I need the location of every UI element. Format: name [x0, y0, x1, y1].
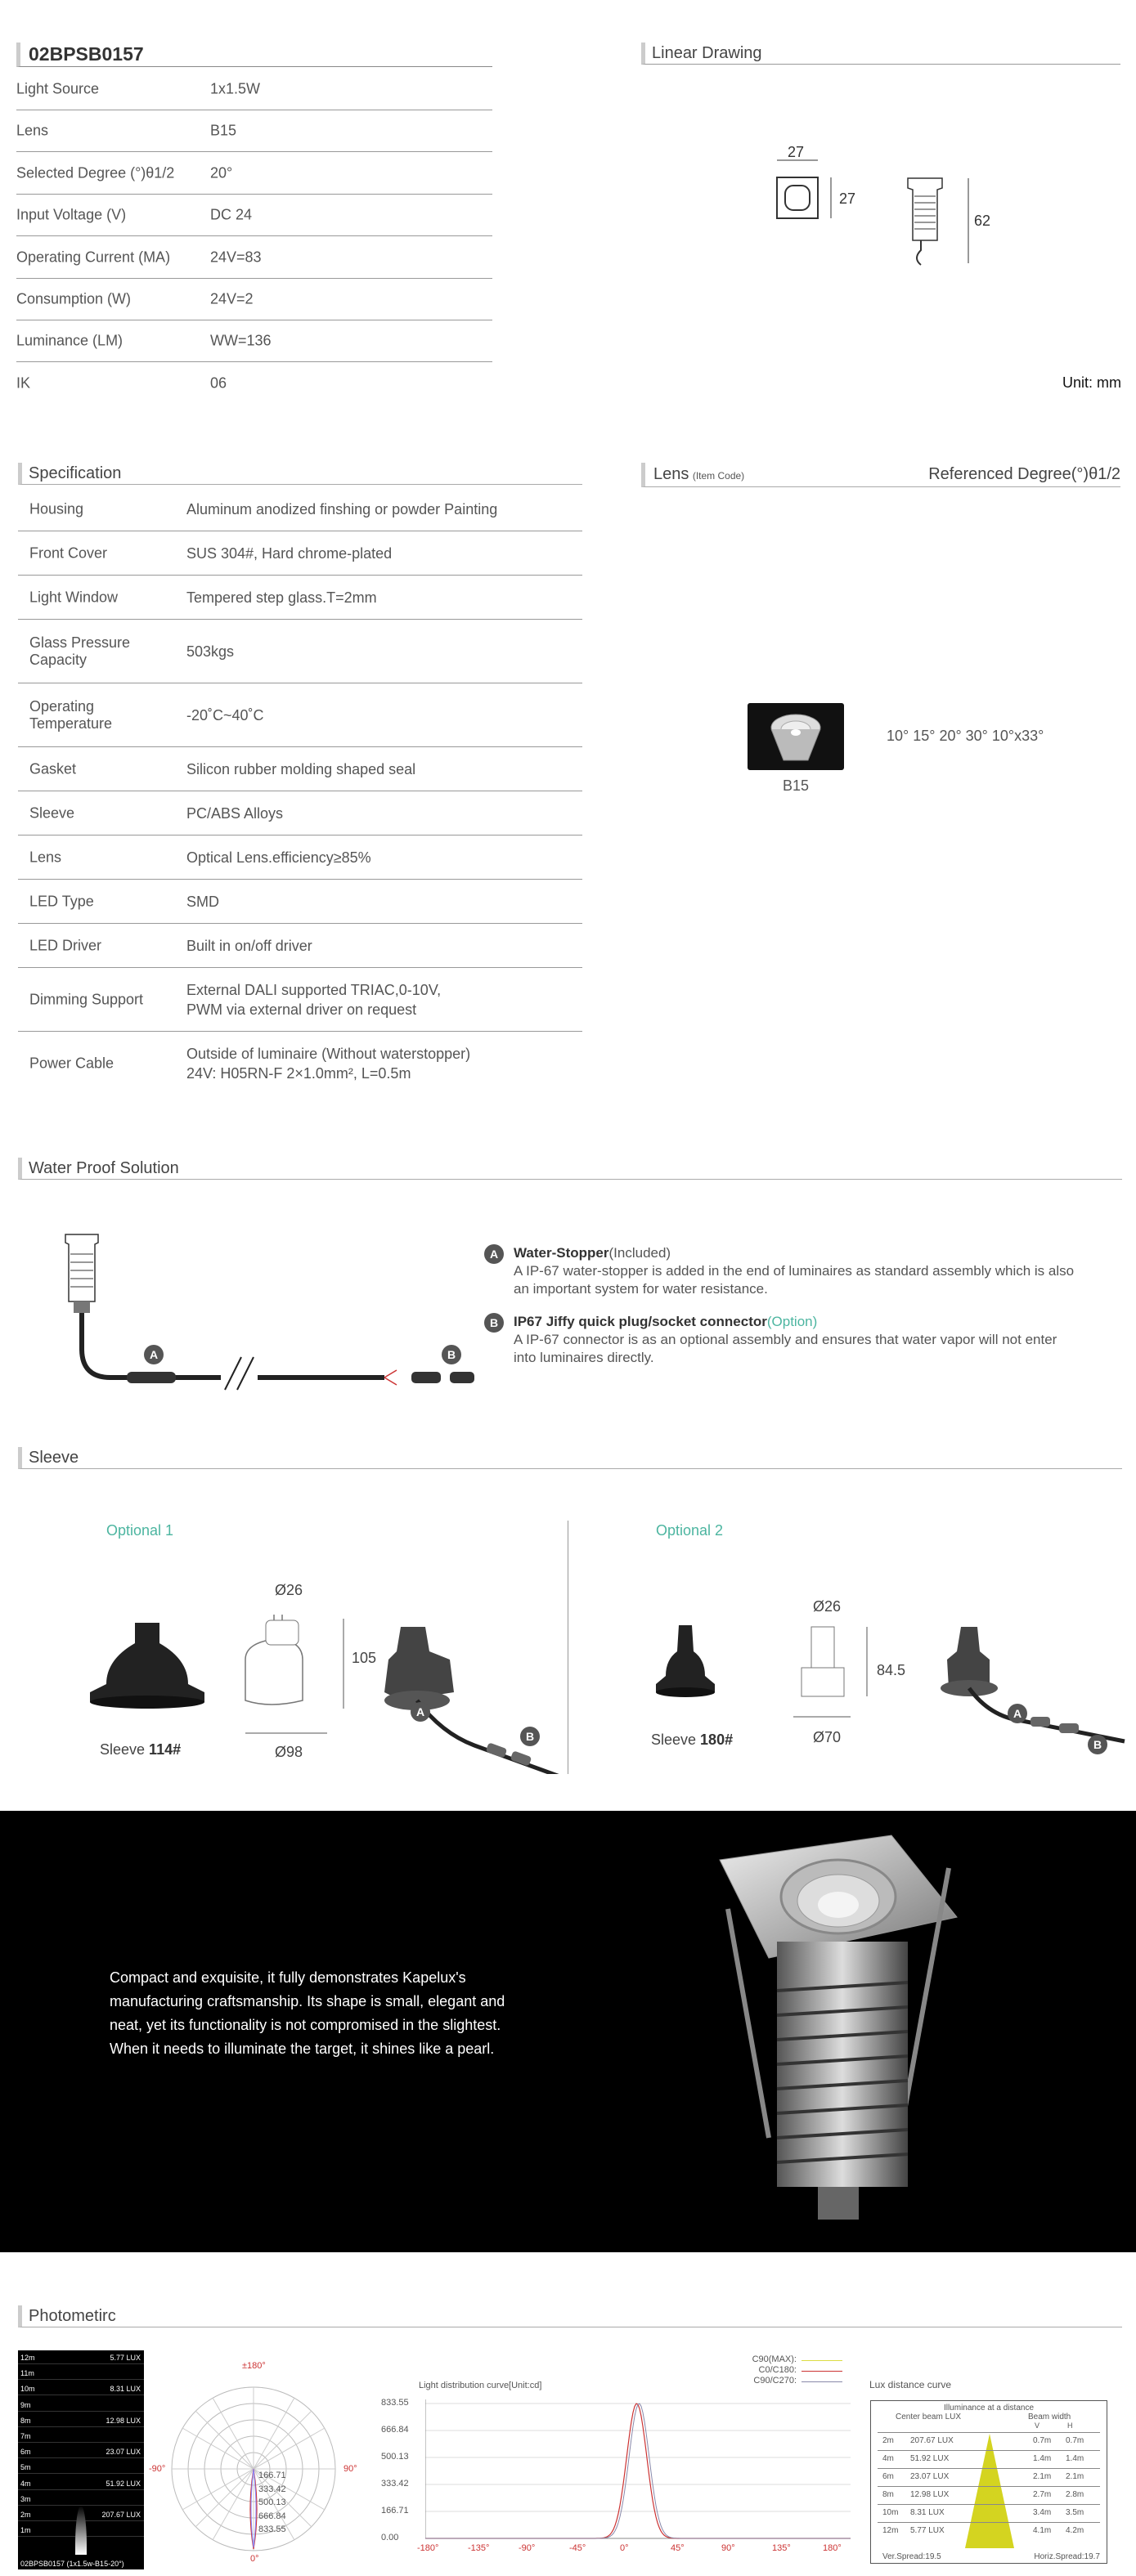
water-diagram — [49, 1226, 474, 1406]
lens-degrees: 10° 15° 20° 30° 10°x33° — [887, 728, 1044, 744]
lux-table-title: Illuminance at a distance — [943, 2404, 1035, 2412]
water-badge-b: B — [484, 1313, 504, 1333]
water-badge-b-diagram: B — [442, 1345, 461, 1364]
product-row-value: 24V=2 — [210, 290, 254, 307]
sleeve-opt1-badge-b: B — [520, 1727, 540, 1746]
product-row-value: DC 24 — [210, 206, 253, 223]
curve-y-tick: 833.55 — [381, 2398, 409, 2408]
water-item-a — [484, 1244, 1081, 1298]
spec-row — [18, 791, 582, 836]
linear-drawing-title: Linear Drawing — [641, 43, 1120, 65]
lens-ref-degree: Referenced Degree(°)θ1/2 — [928, 465, 1120, 483]
product-row-label: Operating Current (MA) — [16, 249, 171, 266]
beam-grid-line — [18, 2426, 144, 2427]
curve-y-tick: 333.42 — [381, 2479, 409, 2489]
sleeve-opt1-bottom: Ø98 — [275, 1744, 303, 1760]
curve-x-tick: -90° — [519, 2543, 536, 2553]
product-row-label: Luminance (LM) — [16, 332, 123, 349]
water-title: Water Proof Solution — [18, 1158, 1122, 1180]
water-a-title: Water-Stopper — [514, 1245, 609, 1261]
lux-row-lux: 23.07 LUX — [910, 2472, 950, 2481]
polar-ring-label: 333.42 — [258, 2484, 286, 2494]
product-row-value: 06 — [210, 374, 227, 392]
spec-row-label: LED Driver — [29, 937, 102, 953]
sleeve-opt2-bottom: Ø70 — [813, 1729, 842, 1745]
spec-value-line: Aluminum anodized finshing or powder Painting — [186, 500, 498, 517]
sleeve-opt2-top: Ø26 — [813, 1598, 842, 1615]
spec-row-value — [186, 642, 234, 661]
product-row — [16, 110, 492, 152]
polar-ring-label: 166.71 — [258, 2471, 286, 2480]
spec-value-line: Outside of luminaire (Without waterstopper) — [186, 1046, 471, 1062]
spec-row-value — [186, 706, 264, 725]
unit-label: Unit: mm — [1062, 374, 1121, 391]
spec-row-value — [186, 892, 219, 912]
lux-h-label: H — [1067, 2421, 1073, 2430]
polar-top-label: ±180° — [242, 2361, 266, 2371]
polar-bottom-label: 0° — [250, 2554, 259, 2564]
product-row-label: IK — [16, 374, 31, 392]
product-row-value: 20° — [210, 164, 233, 181]
spec-row-value — [186, 848, 371, 867]
sleeve-opt2-name: Sleeve 180# — [651, 1732, 734, 1748]
lens-image — [748, 703, 844, 770]
water-badge-a-diagram: A — [144, 1345, 164, 1364]
lux-panel — [870, 2400, 1107, 2564]
curve-x-tick: -45° — [569, 2543, 586, 2553]
lux-row — [878, 2432, 1100, 2448]
beam-distance-label: 5m — [20, 2463, 31, 2472]
spec-value-line: 503kgs — [186, 643, 235, 660]
beam-grid-line — [18, 2363, 144, 2364]
curve-legend-label: C90(MAX): — [752, 2354, 797, 2364]
hor-spread: Horiz.Spread:19.7 — [1034, 2552, 1100, 2561]
lux-beam-label: Beam width — [1028, 2412, 1071, 2421]
spec-value-line: Tempered step glass.T=2mm — [186, 589, 377, 606]
product-row-value: 24V=83 — [210, 249, 262, 266]
lux-row-v: 0.7m — [1033, 2436, 1052, 2445]
product-row — [16, 153, 492, 195]
product-photo — [703, 1827, 981, 2236]
lux-row-distance: 8m — [882, 2490, 894, 2499]
spec-value-line: Optical Lens.efficiency≥85% — [186, 849, 371, 866]
spec-row-label: LED Type — [29, 893, 94, 909]
promo-banner — [0, 1811, 1136, 2252]
spec-row — [18, 487, 582, 531]
spec-row-label: Gasket — [29, 760, 77, 777]
sleeve-title: Sleeve — [18, 1447, 1122, 1469]
linear-height: 27 — [839, 190, 856, 207]
curve-x-tick: 135° — [772, 2543, 791, 2553]
sleeve-opt1-top: Ø26 — [275, 1582, 303, 1598]
curve-y-tick: 500.13 — [381, 2452, 409, 2462]
spec-value-line: -20˚C~40˚C — [186, 706, 264, 724]
spec-row-value — [186, 500, 497, 519]
linear-length: 62 — [974, 213, 991, 229]
spec-row — [18, 1032, 582, 1095]
lens-title: Lens — [653, 465, 689, 483]
ver-spread: Ver.Spread:19.5 — [882, 2552, 941, 2561]
beam-distance-label: 11m — [20, 2369, 34, 2378]
product-row-label: Consumption (W) — [16, 290, 132, 307]
beam-distance-label: 2m — [20, 2511, 31, 2519]
lux-row-v: 3.4m — [1033, 2508, 1052, 2517]
lux-row-lux: 8.31 LUX — [910, 2508, 945, 2517]
polar-ring-label: 500.13 — [258, 2498, 286, 2507]
lux-row-v: 2.1m — [1033, 2472, 1052, 2481]
polar-right-label: 90° — [343, 2464, 357, 2474]
curve-y-tick: 666.84 — [381, 2425, 409, 2435]
curve-legend-swatch — [801, 2381, 842, 2382]
sleeve-opt1-name: Sleeve 114# — [100, 1741, 182, 1758]
spec-row-value — [186, 980, 441, 1019]
sleeve-opt1-side: 105 — [352, 1650, 377, 1666]
beam-distance-label: 7m — [20, 2432, 31, 2440]
beam-panel — [18, 2350, 144, 2569]
beam-distance-label: 4m — [20, 2479, 31, 2488]
lux-row-distance: 10m — [882, 2508, 899, 2517]
spec-row-label: Housing — [29, 500, 84, 517]
beam-distance-label: 9m — [20, 2400, 31, 2409]
lens-header — [641, 463, 1120, 487]
water-badge-a: A — [484, 1244, 504, 1264]
spec-row-label: Light Window — [29, 589, 119, 605]
lens-name: B15 — [783, 777, 810, 794]
spec-value-line: Built in on/off driver — [186, 937, 312, 954]
beam-grid-line — [18, 2457, 144, 2458]
curve-legend-label: C0/C180: — [758, 2365, 797, 2375]
water-item-b — [484, 1313, 1081, 1367]
spec-row-value — [186, 544, 392, 563]
beam-distance-label: 12m — [20, 2354, 35, 2362]
polar-ring-label: 666.84 — [258, 2511, 286, 2521]
product-row — [16, 279, 492, 320]
spec-title: Specification — [18, 463, 582, 485]
sleeve-opt2-drawing — [646, 1619, 1129, 1774]
spec-row-value — [186, 936, 312, 956]
beam-lux-label: 5.77 LUX — [110, 2354, 141, 2362]
lux-row-h: 1.4m — [1066, 2454, 1084, 2463]
spec-row-value — [186, 1044, 470, 1083]
lux-row — [878, 2522, 1100, 2538]
lux-row-v: 2.7m — [1033, 2490, 1052, 2499]
beam-grid-line — [18, 2489, 144, 2490]
spec-row-label: Lens — [29, 849, 62, 865]
beam-lux-label: 8.31 LUX — [110, 2385, 141, 2394]
water-a-text: A IP-67 water-stopper is added in the end of luminaires as standard assembly which is also an important system for water resistance. — [514, 1263, 1075, 1297]
beam-lux-label: 23.07 LUX — [106, 2448, 141, 2457]
spec-row — [18, 531, 582, 576]
lux-row-distance: 4m — [882, 2454, 894, 2463]
curve-legend-label: C90/C270: — [753, 2376, 797, 2386]
sleeve-opt1-badge-a: A — [411, 1702, 430, 1722]
curve-legend-swatch — [801, 2360, 842, 2361]
spec-row-label: Glass Pressure Capacity — [29, 634, 131, 668]
curve-x-tick: 90° — [721, 2543, 735, 2553]
lux-row-distance: 2m — [882, 2436, 894, 2445]
spec-row — [18, 683, 582, 747]
sleeve-opt2-badge-b: B — [1088, 1735, 1107, 1754]
beam-grid-line — [18, 2473, 144, 2474]
product-title: 02BPSB0157 — [16, 43, 492, 67]
lux-row — [878, 2450, 1100, 2466]
curve-y-tick: 166.71 — [381, 2506, 409, 2516]
spec-row — [18, 620, 582, 683]
water-b-title: IP67 Jiffy quick plug/socket connector — [514, 1314, 767, 1329]
photometric-title: Photometirc — [18, 2305, 1122, 2327]
distribution-curve — [425, 2399, 851, 2547]
spec-row-label: Front Cover — [29, 544, 108, 561]
lux-title: Lux distance curve — [869, 2379, 952, 2390]
lux-row — [878, 2504, 1100, 2520]
water-b-suffix: (Option) — [766, 1314, 818, 1329]
spec-row-label: Power Cable — [29, 1055, 114, 1072]
product-row — [16, 363, 492, 405]
product-row — [16, 237, 492, 279]
lux-row-lux: 5.77 LUX — [910, 2526, 945, 2535]
curve-legend-swatch — [801, 2371, 842, 2372]
curve-y-tick: 0.00 — [381, 2533, 399, 2542]
lens-item-code: (Item Code) — [692, 470, 745, 482]
beam-glow — [75, 2506, 87, 2555]
product-row-value: WW=136 — [210, 332, 272, 349]
lux-row-h: 2.8m — [1066, 2490, 1084, 2499]
product-row-label: Input Voltage (V) — [16, 206, 127, 223]
curve-title: Light distribution curve[Unit:cd] — [419, 2381, 542, 2390]
spec-row — [18, 880, 582, 924]
beam-lux-label: 207.67 LUX — [101, 2511, 141, 2519]
spec-row — [18, 576, 582, 620]
curve-x-tick: 0° — [620, 2543, 629, 2553]
curve-x-tick: -135° — [468, 2543, 490, 2553]
beam-grid-line — [18, 2379, 144, 2380]
lux-row — [878, 2468, 1100, 2484]
beam-distance-label: 1m — [20, 2526, 31, 2535]
product-row — [16, 320, 492, 362]
sleeve-opt2-side: 84.5 — [877, 1662, 906, 1678]
spec-value-line: Silicon rubber molding shaped seal — [186, 760, 416, 777]
product-row-label: Light Source — [16, 80, 100, 97]
beam-distance-label: 6m — [20, 2448, 31, 2457]
product-row-value: 1x1.5W — [210, 80, 261, 97]
spec-value-line: External DALI supported TRIAC,0-10V, — [186, 981, 442, 998]
lux-row-h: 0.7m — [1066, 2436, 1084, 2445]
lux-row-distance: 12m — [882, 2526, 899, 2535]
linear-width: 27 — [788, 144, 805, 160]
spec-row-label: Dimming Support — [29, 991, 144, 1007]
spec-value-line-2: PWM via external driver on request — [186, 1001, 417, 1018]
spec-row-value — [186, 759, 415, 779]
spec-row-value — [186, 804, 283, 823]
lux-row-distance: 6m — [882, 2472, 894, 2481]
sleeve-opt2-label: Optional 2 — [656, 1522, 724, 1539]
lux-row-h: 2.1m — [1066, 2472, 1084, 2481]
water-b-text: A IP-67 connector is as an optional assembly and ensures that water vapor will not enter into luminaires directly. — [514, 1332, 1057, 1365]
spec-row — [18, 836, 582, 880]
beam-distance-label: 3m — [20, 2494, 31, 2503]
beam-lux-label: 12.98 LUX — [106, 2416, 141, 2425]
spec-row — [18, 924, 582, 968]
spec-row-label: Sleeve — [29, 804, 75, 821]
spec-row-label: Operating Temperature — [29, 697, 113, 732]
polar-chart — [164, 2354, 352, 2567]
spec-row — [18, 747, 582, 791]
polar-left-label: -90° — [149, 2464, 166, 2474]
product-row-label: Lens — [16, 122, 49, 139]
curve-x-tick: -180° — [417, 2543, 439, 2553]
product-row — [16, 195, 492, 236]
lux-row-v: 1.4m — [1033, 2454, 1052, 2463]
beam-lux-label: 51.92 LUX — [106, 2479, 141, 2488]
lux-row-lux: 207.67 LUX — [910, 2436, 954, 2445]
beam-distance-label: 8m — [20, 2416, 31, 2425]
spec-value-line: PC/ABS Alloys — [186, 804, 284, 822]
spec-value-line: SMD — [186, 893, 219, 910]
spec-row — [18, 968, 582, 1032]
beam-distance-label: 10m — [20, 2385, 35, 2394]
beam-grid-line — [18, 2442, 144, 2443]
product-row — [16, 69, 492, 110]
polar-ring-label: 833.55 — [258, 2524, 286, 2534]
lux-row-lux: 51.92 LUX — [910, 2454, 950, 2463]
spec-row-value — [186, 588, 377, 607]
product-row-label: Selected Degree (°)θ1/2 — [16, 164, 175, 181]
beam-grid-line — [18, 2411, 144, 2412]
curve-x-tick: 180° — [823, 2543, 842, 2553]
sleeve-opt2-badge-a: A — [1008, 1704, 1027, 1723]
lux-center-label: Center beam LUX — [896, 2412, 962, 2421]
water-a-suffix: (Included) — [608, 1245, 671, 1261]
lux-v-label: V — [1035, 2421, 1040, 2430]
lux-row — [878, 2486, 1100, 2502]
linear-drawing — [761, 139, 1006, 302]
lux-row-h: 3.5m — [1066, 2508, 1084, 2517]
spec-value-line: SUS 304#, Hard chrome-plated — [186, 544, 393, 562]
product-row-value: B15 — [210, 122, 237, 139]
lux-row-h: 4.2m — [1066, 2526, 1084, 2535]
lux-row-lux: 12.98 LUX — [910, 2490, 950, 2499]
lux-row-v: 4.1m — [1033, 2526, 1052, 2535]
curve-x-tick: 45° — [671, 2543, 685, 2553]
beam-caption: 02BPSB0157 (1x1.5w-B15-20°) — [20, 2560, 124, 2568]
promo-text: Compact and exquisite, it fully demonstrates Kapelux's manufacturing craftsmanship. Its shape is small, elegant and neat, yet its functionality is not compromised in the slightest. When it needs to illuminate the target, it shines like a pearl. — [110, 1969, 505, 2057]
spec-value-line-2: 24V: H05RN-F 2×1.0mm², L=0.5m — [186, 1065, 411, 1082]
sleeve-opt1-label: Optional 1 — [106, 1522, 174, 1539]
